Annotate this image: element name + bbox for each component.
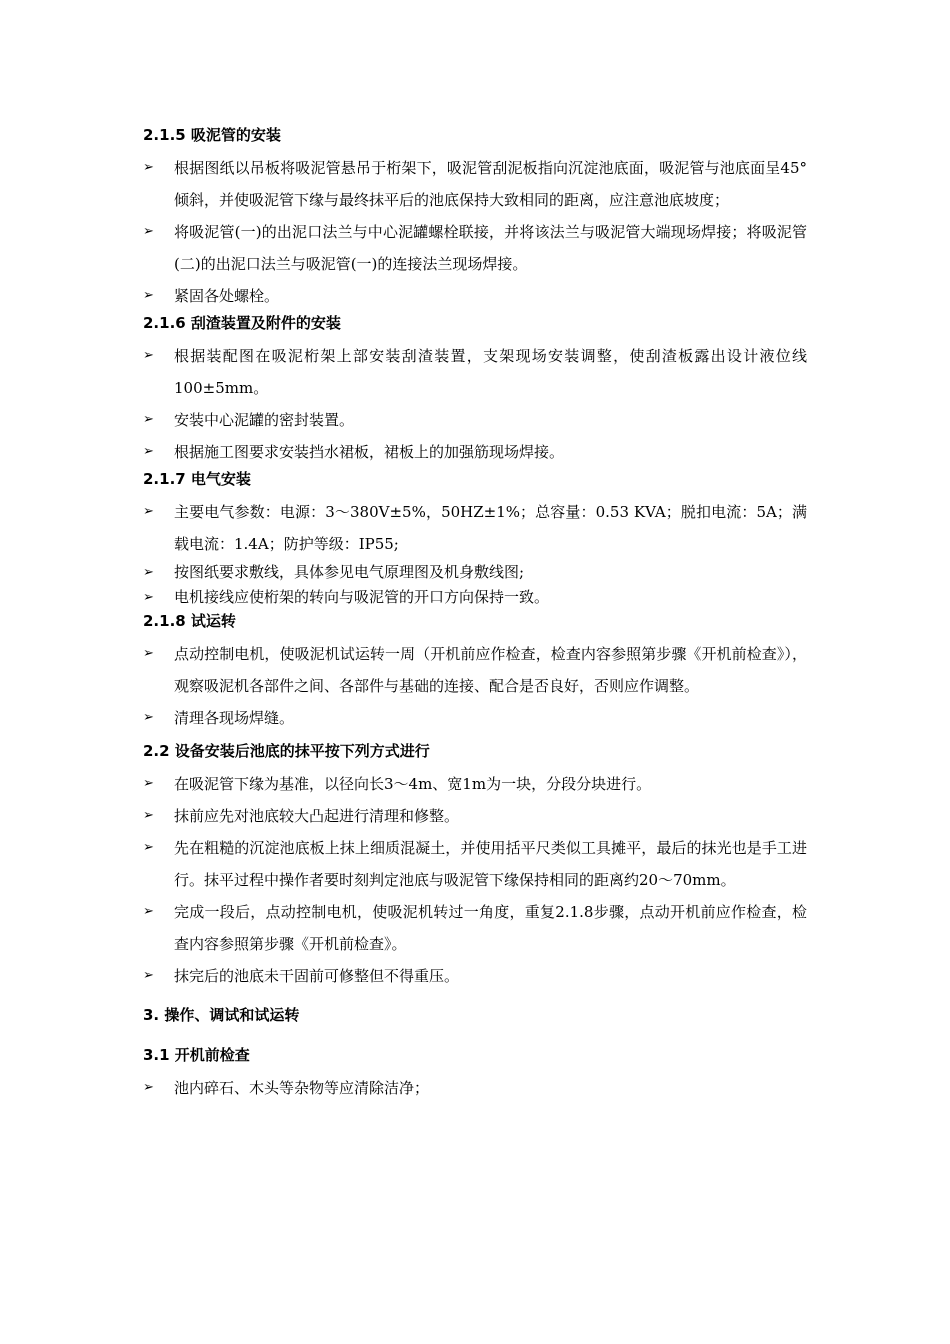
arrow-bullet-icon: ➢ [143, 160, 154, 175]
arrow-bullet-icon: ➢ [143, 288, 154, 303]
list-item-text: 按图纸要求敷线，具体参见电气原理图及机身敷线图; [174, 563, 525, 581]
list-item [143, 832, 807, 896]
list-item-text: 根据装配图在吸泥桁架上部安装刮渣装置，支架现场安装调整，使刮渣板露出设计液位线100±5mm。 [174, 347, 807, 397]
list-item [143, 496, 807, 560]
arrow-bullet-icon: ➢ [143, 412, 154, 427]
list-item-text: 主要电气参数：电源：3～380V±5%，50HZ±1%；总容量：0.53 KVA；脱扣电流：5A；满载电流：1.4A；防护等级：IP55; [174, 503, 807, 553]
arrow-bullet-icon: ➢ [143, 1080, 154, 1095]
arrow-bullet-icon: ➢ [143, 444, 154, 459]
list-item-text: 根据图纸以吊板将吸泥管悬吊于桁架下，吸泥管刮泥板指向沉淀池底面，吸泥管与池底面呈45°倾斜，并使吸泥管下缘与最终抹平后的池底保持大致相同的距离，应注意池底坡度； [174, 159, 807, 209]
section-heading-2-2: 2.2 设备安装后池底的抹平按下列方式进行 [143, 742, 430, 760]
list-item-text: 完成一段后，点动控制电机，使吸泥机转过一角度，重复2.1.8步骤，点动开机前应作检查，检查内容参照第步骤《开机前检查》。 [174, 903, 807, 953]
list-item [143, 216, 807, 280]
arrow-bullet-icon: ➢ [143, 348, 154, 363]
list-item [143, 280, 807, 312]
arrow-bullet-icon: ➢ [143, 590, 154, 605]
list-item-text: 将吸泥管(一)的出泥口法兰与中心泥罐螺栓联接，并将该法兰与吸泥管大端现场焊接；将吸泥管(二)的出泥口法兰与吸泥管(一)的连接法兰现场焊接。 [174, 223, 807, 273]
list-item-text: 池内碎石、木头等杂物等应清除洁净； [174, 1079, 430, 1097]
list-item-text: 清理各现场焊缝。 [174, 709, 295, 727]
arrow-bullet-icon: ➢ [143, 565, 154, 580]
list-item-text: 抹完后的池底未干固前可修整但不得重压。 [174, 967, 460, 985]
list-item-text: 根据施工图要求安装挡水裙板，裙板上的加强筋现场焊接。 [174, 443, 565, 461]
list-item [143, 702, 807, 734]
section-heading-3-1: 3.1 开机前检查 [143, 1046, 250, 1064]
section-heading-2-1-7: 2.1.7 电气安装 [143, 470, 251, 488]
list-item-text: 电机接线应使桁架的转向与吸泥管的开口方向保持一致。 [174, 588, 550, 606]
arrow-bullet-icon: ➢ [143, 840, 154, 855]
arrow-bullet-icon: ➢ [143, 224, 154, 239]
section-heading-2-1-6: 2.1.6 刮渣装置及附件的安装 [143, 314, 341, 332]
arrow-bullet-icon: ➢ [143, 710, 154, 725]
list-item-text: 紧固各处螺栓。 [174, 287, 280, 305]
arrow-bullet-icon: ➢ [143, 968, 154, 983]
section-heading-2-1-5: 2.1.5 吸泥管的安装 [143, 126, 281, 144]
list-item-text: 在吸泥管下缘为基准，以径向长3～4m、宽1m为一块，分段分块进行。 [174, 775, 652, 793]
list-item [143, 800, 807, 832]
list-item [143, 1072, 807, 1104]
list-item-text: 先在粗糙的沉淀池底板上抹上细质混凝土，并使用括平尺类似工具摊平，最后的抹光也是手工进行。抹平过程中操作者要时刻判定池底与吸泥管下缘保持相同的距离约20～70mm。 [174, 839, 807, 889]
arrow-bullet-icon: ➢ [143, 504, 154, 519]
list-item [143, 152, 807, 216]
list-item-text: 点动控制电机，使吸泥机试运转一周（开机前应作检查，检查内容参照第步骤《开机前检查》），观察吸泥机各部件之间、各部件与基础的连接、配合是否良好，否则应作调整。 [174, 645, 807, 695]
list-item [143, 960, 807, 992]
arrow-bullet-icon: ➢ [143, 776, 154, 791]
list-item [143, 768, 807, 800]
list-item [143, 585, 807, 610]
list-item [143, 404, 807, 436]
section-heading-3: 3. 操作、调试和试运转 [143, 1006, 300, 1024]
arrow-bullet-icon: ➢ [143, 904, 154, 919]
document-body [143, 124, 807, 1104]
arrow-bullet-icon: ➢ [143, 646, 154, 661]
arrow-bullet-icon: ➢ [143, 808, 154, 823]
list-item [143, 560, 807, 585]
list-item [143, 436, 807, 468]
list-item [143, 638, 807, 702]
section-heading-2-1-8: 2.1.8 试运转 [143, 612, 236, 630]
list-item [143, 340, 807, 404]
list-item-text: 抹前应先对池底较大凸起进行清理和修整。 [174, 807, 460, 825]
list-item [143, 896, 807, 960]
list-item-text: 安装中心泥罐的密封装置。 [174, 411, 355, 429]
